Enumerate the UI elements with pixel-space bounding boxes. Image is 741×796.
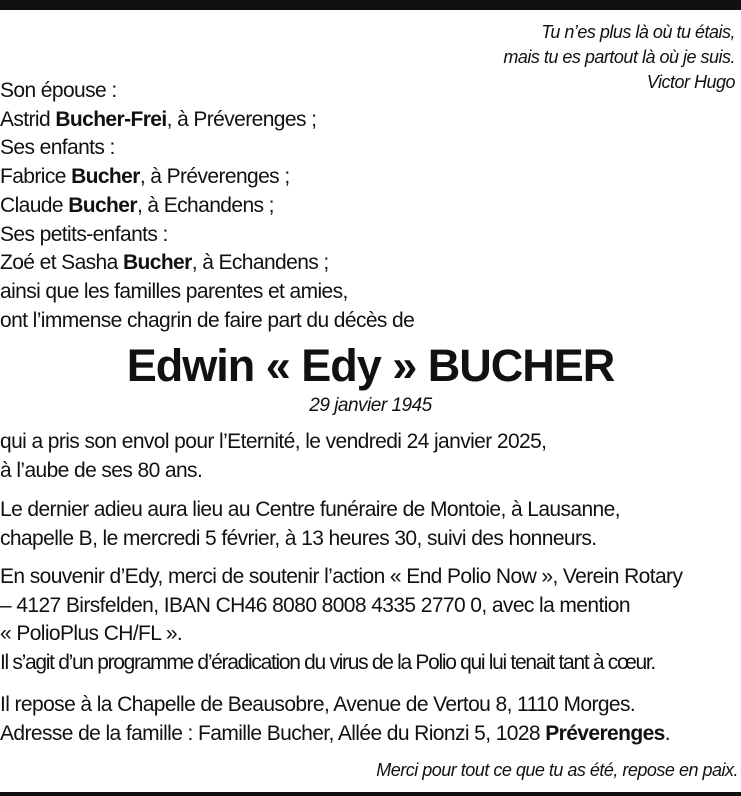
quote-line-2: mais tu es partout là où je suis. bbox=[503, 47, 735, 67]
spouse-last-name: Bucher-Frei bbox=[55, 107, 167, 131]
epigraph-quote bbox=[503, 20, 735, 95]
quote-line-1: Tu n’es plus là où tu étais, bbox=[541, 22, 735, 42]
child-last-name: Bucher bbox=[71, 165, 140, 189]
donation-line-3: « PolioPlus CH/FL ». bbox=[0, 622, 183, 646]
rest-paragraph bbox=[0, 691, 670, 748]
funeral-line-2: chapelle B, le mercredi 5 février, à 13 heures 30, suivi des honneurs. bbox=[0, 526, 597, 550]
quote-author: Victor Hugo bbox=[646, 72, 735, 92]
child-last-name: Bucher bbox=[68, 193, 137, 217]
donation-line-4: Il s’agit d’un programme d’éradication du virus de la Polio qui lui tenait tant à cœur. bbox=[0, 651, 655, 675]
address-suffix: . bbox=[664, 721, 670, 745]
grandchildren-entry bbox=[0, 249, 414, 278]
child-first-name: Fabrice bbox=[0, 165, 72, 189]
closing-line: Merci pour tout ce que tu as été, repose en paix. bbox=[376, 760, 738, 780]
death-line-2: à l’aube de ses 80 ans. bbox=[0, 458, 203, 482]
donation-paragraph bbox=[0, 563, 682, 678]
grandchildren-label: Ses petits-enfants : bbox=[0, 222, 168, 246]
donation-line-1: En souvenir d’Edy, merci de soutenir l’action « End Polio Now », Verein Rotary bbox=[0, 565, 683, 588]
spouse-place: , à Préverenges ; bbox=[166, 107, 317, 131]
death-line-1: qui a pris son envol pour l’Eternité, le vendredi 24 janvier 2025, bbox=[0, 430, 547, 453]
address-text: Adresse de la famille : Famille Bucher, Allée du Rionzi 5, 1028 bbox=[0, 721, 546, 745]
child-entry-1 bbox=[0, 163, 414, 192]
child-first-name: Claude bbox=[0, 193, 69, 217]
death-paragraph bbox=[0, 428, 546, 485]
top-rule bbox=[0, 0, 741, 10]
spouse-first-name: Astrid bbox=[0, 107, 56, 131]
donation-line-2: – 4127 Birsfelden, IBAN CH46 8080 8008 4335 2770 0, avec la mention bbox=[0, 593, 630, 617]
child-place: , à Echandens ; bbox=[136, 193, 274, 217]
family-list bbox=[0, 77, 414, 335]
rest-line: Il repose à la Chapelle de Beausobre, Avenue de Vertou 8, 1110 Morges. bbox=[0, 693, 636, 716]
grandchildren-last-name: Bucher bbox=[122, 251, 192, 275]
announcement-line: ont l’immense chagrin de faire part du décès de bbox=[0, 308, 415, 332]
address-town: Préverenges bbox=[545, 721, 665, 745]
deceased-name: Edwin « Edy » BUCHER bbox=[126, 340, 615, 391]
child-place: , à Préverenges ; bbox=[139, 165, 290, 189]
children-label: Ses enfants : bbox=[0, 136, 115, 160]
relatives-line: ainsi que les familles parentes et amies, bbox=[0, 279, 348, 303]
family-address bbox=[0, 720, 670, 749]
funeral-paragraph bbox=[0, 496, 620, 553]
spouse-label: Son épouse : bbox=[0, 79, 117, 102]
child-entry-2 bbox=[0, 192, 414, 221]
grandchildren-first-names: Zoé et Sasha bbox=[0, 251, 123, 275]
grandchildren-place: , à Echandens ; bbox=[191, 251, 329, 275]
spouse-entry bbox=[0, 106, 414, 135]
birth-date: 29 janvier 1945 bbox=[309, 395, 432, 416]
funeral-line-1: Le dernier adieu aura lieu au Centre funéraire de Montoie, à Lausanne, bbox=[0, 498, 620, 521]
bottom-rule bbox=[0, 792, 741, 796]
